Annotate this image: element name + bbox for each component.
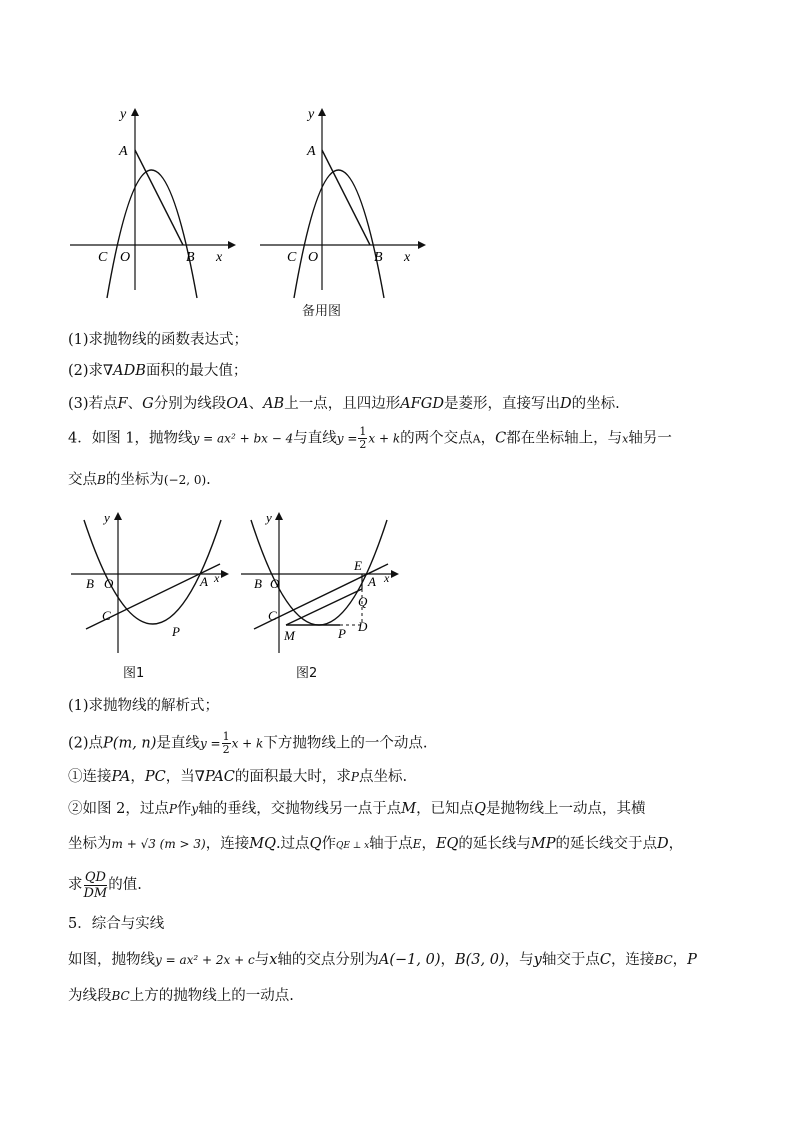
label-y: y	[308, 107, 315, 122]
q3-figure-caption: 备用图	[302, 304, 342, 319]
q3-figure-backup	[250, 100, 430, 300]
label-E: E	[354, 558, 362, 573]
label-A: A	[200, 574, 208, 589]
q4-part2: (2)点P(m, n)是直线y = $\frac{1}{2}$ x + k下方抛物线上的一个动点.	[68, 730, 428, 756]
q4-part1: (1)求抛物线的解析式；	[68, 698, 220, 714]
q3-part3: (3)若点F、G分别为线段OA、AB上一点，且四边形AFGD是菱形，直接写出D的坐标.	[68, 396, 620, 412]
q4-part2-sub2-line3: 求 $\frac{QD}{DM}$ 的值.	[68, 869, 142, 901]
label-B: B	[374, 250, 383, 265]
label-B: B	[186, 250, 195, 265]
label-x: x	[404, 250, 411, 265]
label-B: B	[86, 576, 94, 591]
q3-figure-main	[60, 100, 240, 300]
label-x: x	[214, 571, 220, 585]
fraction-half: $\frac{1}{2}$	[359, 425, 367, 451]
x-axis-arrow-icon	[418, 241, 426, 249]
label-A: A	[119, 144, 128, 159]
label-O: O	[104, 576, 114, 591]
q5-line2: 为线段BC上方的抛物线上的一动点.	[68, 988, 294, 1004]
q4-figure1-caption: 图1	[123, 666, 145, 681]
label-y: y	[120, 107, 127, 122]
label-y: y	[104, 510, 110, 525]
q4-stem-line2: 交点B的坐标为(−2, 0).	[68, 472, 211, 488]
fraction-QD-DM: $\frac{QD}{DM}$	[83, 869, 108, 901]
label-C: C	[98, 250, 108, 265]
q4-figure1	[66, 508, 236, 658]
label-C: C	[287, 250, 297, 265]
x-axis-arrow-icon	[221, 570, 229, 578]
q4-figure2	[236, 508, 416, 658]
label-M: M	[284, 628, 295, 643]
q4-part2-sub2-line2: 坐标为m + √3 (m > 3)，连接MQ.过点Q作QE ⊥ x轴于点E，EQ的延长线与MP的延长线交于点D，	[68, 836, 684, 852]
label-A: A	[307, 144, 316, 159]
label-Q: Q	[358, 594, 368, 609]
parabola-curve	[107, 170, 197, 298]
y-axis-arrow-icon	[131, 108, 139, 116]
q4-part2-sub2-line1: ②如图 2，过点P作y轴的垂线，交抛物线另一点于点M，已知点Q是抛物线上一动点，其横	[68, 801, 646, 817]
label-x: x	[216, 250, 223, 265]
label-A: A	[368, 574, 376, 589]
q4-part2-sub1: ①连接PA，PC，当∇PAC的面积最大时，求P点坐标.	[68, 769, 408, 785]
label-D: D	[358, 619, 368, 634]
label-O: O	[308, 250, 319, 265]
q5-title: 5．综合与实线	[68, 916, 165, 932]
label-C: C	[102, 608, 111, 623]
parabola-curve	[294, 170, 384, 298]
y-axis-arrow-icon	[275, 512, 283, 520]
label-B: B	[254, 576, 262, 591]
q5-line1: 如图，抛物线y = ax² + 2x + c与x轴的交点分别为A(−1, 0)，B(3, 0)，与y轴交于点C，连接BC，P	[68, 952, 697, 968]
segment-AB	[135, 150, 183, 245]
label-O: O	[120, 250, 131, 265]
y-axis-arrow-icon	[318, 108, 326, 116]
x-axis-arrow-icon	[228, 241, 236, 249]
segment-AB	[322, 150, 370, 245]
fraction-half: $\frac{1}{2}$	[222, 730, 230, 756]
label-y: y	[266, 510, 272, 525]
y-axis-arrow-icon	[114, 512, 122, 520]
q4-stem-line1: 4．如图 1，抛物线y = ax² + bx − 4与直线y = $\frac{1}{2}$ x + k的两个交点A，C都在坐标轴上，与x轴另一	[68, 425, 672, 451]
label-P: P	[338, 626, 346, 641]
x-axis-arrow-icon	[391, 570, 399, 578]
q3-part2: (2)求∇ADB面积的最大值；	[68, 363, 248, 379]
label-P: P	[172, 624, 180, 639]
label-x: x	[384, 571, 390, 585]
label-C: C	[268, 608, 277, 623]
label-O: O	[270, 576, 280, 591]
q4-figure2-caption: 图2	[296, 666, 318, 681]
q3-part1: (1)求抛物线的函数表达式；	[68, 332, 249, 348]
